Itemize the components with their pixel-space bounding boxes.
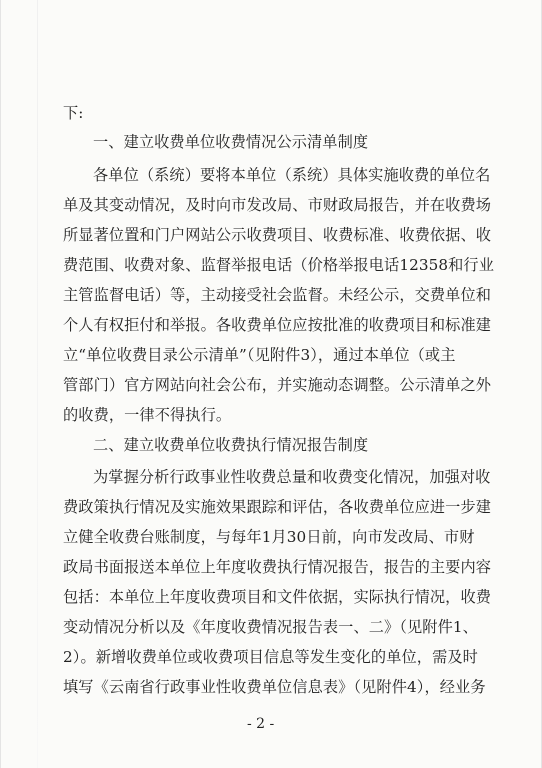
- text-line: 变动情况分析以及《年度收费情况报告表一、二》（见附件1、: [63, 618, 478, 636]
- text-line: 2）。新增收费单位或收费项目信息等发生变化的单位，需及时: [63, 648, 478, 666]
- text-line: 政局书面报送本单位上年度收费执行情况报告，报告的主要内容: [63, 558, 492, 576]
- text-line: 个人有权拒付和举报。各收费单位应按批准的收费项目和标准建: [63, 316, 492, 334]
- text-line: 单及其变动情况，及时向市发改局、市财政局报告，并在收费场: [63, 196, 492, 214]
- text-line: 费政策执行情况及实施效果跟踪和评估，各收费单位应进一步建: [63, 498, 492, 516]
- text-line: 管部门）官方网站向社会公布，并实施动态调整。公示清单之外: [63, 376, 492, 394]
- page-number: - 2 -: [247, 716, 275, 732]
- text-line: 主管监督电话）等，主动接受社会监督。未经公示，交费单位和: [63, 286, 492, 304]
- text-line: 费范围、收费对象、监督举报电话（价格举报电话12358和行业: [63, 256, 495, 274]
- section-heading: 一、建立收费单位收费情况公示清单制度: [93, 133, 369, 151]
- text-line: 填写《云南省行政事业性收费单位信息表》（见附件4），经业务: [63, 678, 486, 696]
- text-line: 各单位（系统）要将本单位（系统）具体实施收费的单位名: [93, 166, 491, 184]
- text-line: 立“单位收费目录公示清单”（见附件3），通过本单位（或主: [63, 346, 456, 364]
- text-line: 的收费，一律不得执行。: [63, 406, 232, 424]
- text-line: 所显著位置和门户网站公示收费项目、收费标准、收费依据、收: [63, 226, 492, 244]
- section-heading: 二、建立收费单位收费执行情况报告制度: [93, 436, 369, 454]
- text-line: 包括：本单位上年度收费项目和文件依据，实际执行情况，收费: [63, 588, 492, 606]
- text-line: 下:: [63, 104, 84, 122]
- text-line: 立健全收费台账制度，与每年1月30日前，向市发改局、市财: [63, 528, 475, 546]
- text-line: 为掌握分析行政事业性收费总量和收费变化情况，加强对收: [93, 468, 491, 486]
- scan-edge: [37, 0, 38, 768]
